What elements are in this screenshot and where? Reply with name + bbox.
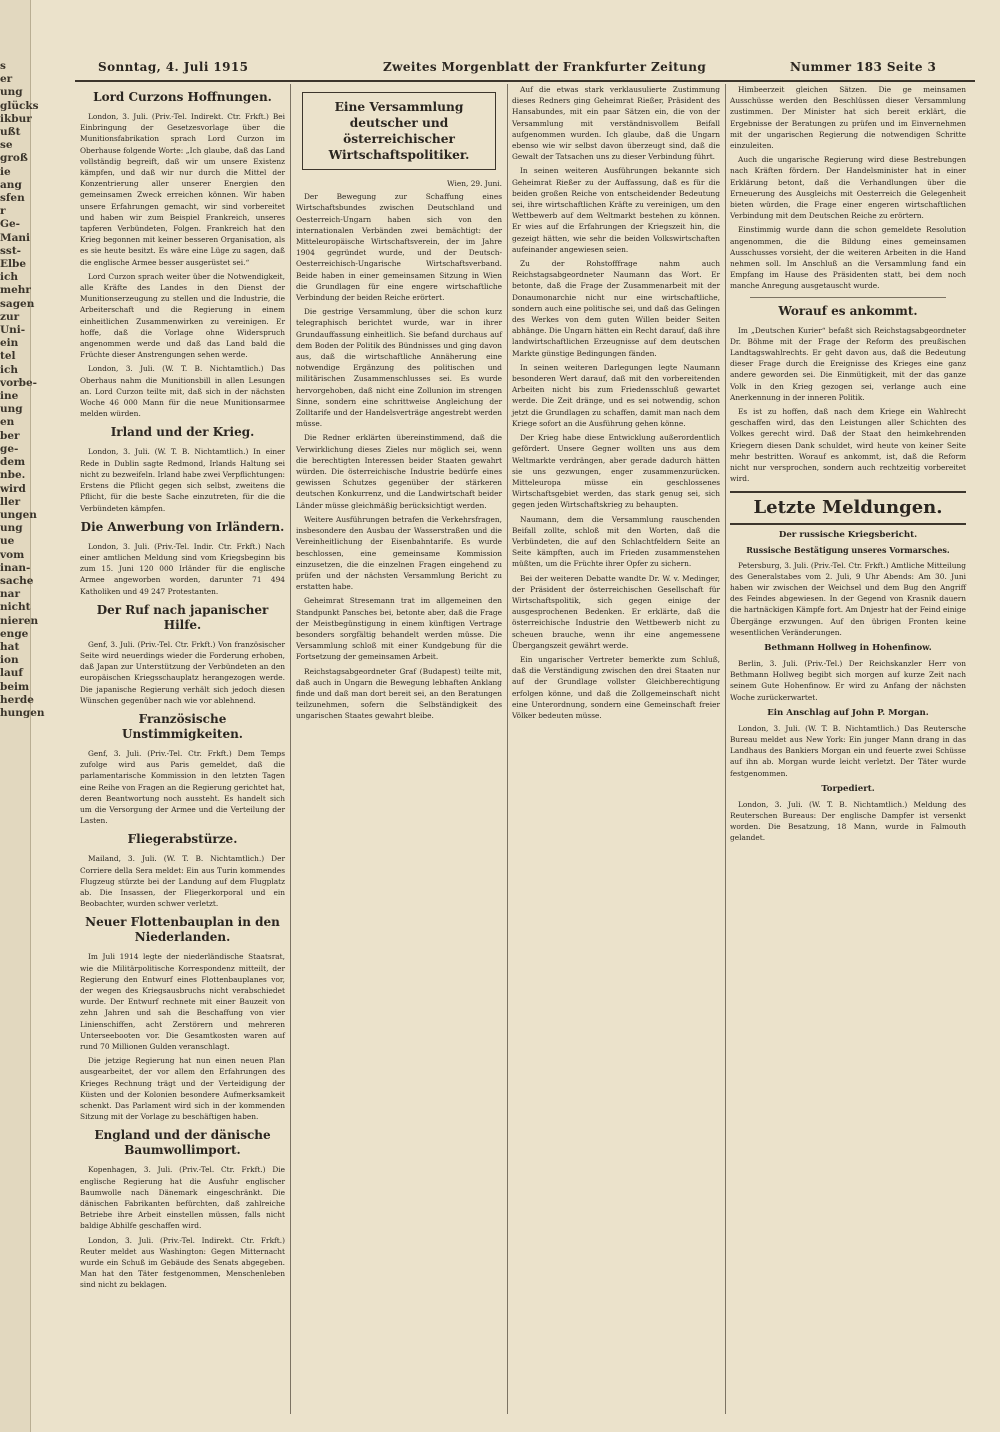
margin-fragment: r	[0, 205, 6, 218]
page-header	[78, 58, 978, 78]
headline-frankreich: Französische Unstimmigkeiten.	[122, 711, 243, 741]
margin-fragment: sache	[0, 574, 34, 587]
column-divider	[507, 84, 508, 1414]
margin-fragment: nicht	[0, 601, 31, 614]
article-paragraph: Genf, 3. Juli. (Priv.-Tel. Ctr. Frkft.) Dem Temps zufolge wird aus Paris gemeldet, daß die parlamentarische Kommission in den letzten Tagen eine Reihe von Fragen an die Regierung gerichtet hat, deren Beantwortung noch aussteht. Es handelt sich um die Versorgung der Armee und die Verteilung der Lasten.	[80, 748, 285, 826]
article-paragraph: Zu der Rohstofffrage nahm auch Reichstagsabgeordneter Naumann das Wort. Er betonte, daß die Frage der Zusammenarbeit mit der Donaumonarchie nicht nur eine wirtschaftliche, sondern auch eine politische sei, und daß das Gelingen des Werkes von dem guten Willen beider Seiten abhänge. Die Ungarn hätten ein Recht darauf, daß ihre landwirtschaftlichen Erzeugnisse auf dem deutschen Markte günstige Bedingungen fänden.	[512, 259, 720, 358]
article-paragraph: In seinen weiteren Ausführungen bekannte sich Geheimrat Rießer zu der Auffassung, daß es für die beiden großen Reiche von entscheidender Bedeutung sei, ihre wirtschaftlichen Kräfte zu vereinigen, um den Wettbewerb auf dem Weltmarkt bestehen zu können. Er wies auf die Erfahrungen der Kriegszeit hin, die gezeigt hätten, wie sehr die beiden Volkswirtschaften aufeinander angewiesen seien.	[512, 166, 720, 254]
article-paragraph: Berlin, 3. Juli. (Priv.-Tel.) Der Reichskanzler Herr von Bethmann Hollweg begibt sich morgen auf kurze Zeit nach seinem Gute Hohenfinow. Er wird zu Anfang der nächsten Woche zurückerwartet.	[730, 658, 966, 702]
article-paragraph: Ein ungarischer Vertreter bemerkte zum Schluß, daß die Verständigung zwischen den drei Staaten nur auf der Grundlage vollster Gleichberechtigung erfolgen könne, und daß die Zollgemeinschaft nicht eine Unterordnung, sondern eine Gemeinschaft freier Völker bedeuten müsse.	[512, 654, 720, 720]
headline-curzon: Lord Curzons Hoffnungen.	[93, 90, 272, 104]
margin-text-fragments	[0, 60, 45, 720]
margin-fragment: Uni-	[0, 324, 26, 337]
margin-fragment: nieren	[0, 614, 39, 627]
margin-fragment: Mani	[0, 231, 31, 244]
article-paragraph: Weitere Ausführungen betrafen die Verkehrsfragen, insbesondere den Ausbau der Wasserstraßen und die Vereinheitlichung der Eisenbahntarife. Es wurde beschlossen, eine gemeinsame Kommission einzusetzen, die die einzelnen Fragen eingehend zu prüfen und der nächsten Versammlung Bericht zu erstatten habe.	[296, 514, 502, 592]
article-paragraph: Bei der weiteren Debatte wandte Dr. W. v. Medinger, der Präsident der österreichischen Gesellschaft für Wirtschaftspolitik, sich gegen einige der ausgesprochenen Bedenken. Er erklärte, daß die österreichische Industrie den Wettbewerb nicht zu scheuen brauche, wenn ihr eine angemessene Übergangszeit gewährt werde.	[512, 573, 720, 650]
margin-fragment: ine	[0, 390, 19, 403]
article-paragraph: Der Bewegung zur Schaffung eines Wirtschaftsbundes zwischen Deutschland und Oesterreich-Ungarn haben sich von den internationalen Verbänden zwei bemächtigt: der Mitteleuropäische Wirtschaftsverein, der im Jahre 1904 gegründet wurde, und der Deutsch-Oesterreichisch-Ungarische Wirtschaftsverband. Beide haben in einer gemeinsamen Sitzung in Wien die Grundlagen für eine engere wirtschaftliche Verbindung der beiden Reiche erörtert.	[296, 192, 502, 303]
headline-versammlung: Eine Versammlung deutscher und österreichischer Wirtschaftspolitiker.	[302, 92, 496, 170]
subheadline-morgan: Ein Anschlag auf John P. Morgan.	[767, 707, 929, 718]
margin-fragment: ion	[0, 654, 19, 667]
margin-fragment: nar	[0, 588, 20, 601]
margin-fragment: ung	[0, 86, 23, 99]
article-paragraph: London, 3. Juli. (Priv.-Tel. Indir. Ctr. Frkft.) Nach einer amtlichen Meldung sind vom Kriegsbeginn bis zum 15. Juni 120 000 Irländer für die englische Armee angeworben worden, darunter 71 494 Katholiken und 49 247 Protestanten.	[80, 541, 285, 596]
article-paragraph: London, 3. Juli. (Priv.-Tel. Indirekt. Ctr. Frkft.) Reuter meldet aus Washington: Gegen Mitternacht wurde ein Schuß im Gebäude des Senats abgegeben. Man hat den Täter festgenommen, Menschenleben sind nicht zu beklagen.	[80, 1235, 285, 1290]
article-paragraph: London, 3. Juli. (W. T. B. Nichtamtlich.) Das Reutersche Bureau meldet aus New York: Ein junger Mann drang in das Landhaus des Bankiers Morgan ein und feuerte zwei Schüsse auf ihn ab. Morgan wurde leicht verletzt. Der Täter wurde festgenommen.	[730, 723, 966, 778]
margin-fragment: vorbe-	[0, 376, 38, 389]
article-paragraph: Lord Curzon sprach weiter über die Notwendigkeit, alle Kräfte des Landes in den Dienst der Munitionserzeugung zu stellen und die Industrie, die Arbeiterschaft und die Regierung in einem einheitlichen Zusammenwirken zu vereinigen. Er hoffe, daß die Vorlage ohne Widerspruch angenommen werde und daß das Land bald die Früchte dieser Anstrengungen sehen werde.	[80, 271, 285, 360]
article-paragraph: Die gestrige Versammlung, über die schon kurz telegraphisch berichtet wurde, war in ihrer Grundauffassung einheitlich. Sie befand durchaus auf dem Boden der Politik des Bündnisses und ging davon aus, daß die wirtschaftliche Annäherung eine notwendige Ergänzung des politischen und militärischen Zusammenschlusses sei. Es wurde hervorgehoben, daß nicht eine Zollunion im strengen Sinne, sondern eine schrittweise Angleichung der Zolltarife und der Handelsverträge angestrebt werden müsse.	[296, 307, 502, 429]
column-3	[512, 84, 720, 1422]
article-paragraph: London, 3. Juli. (W. T. B. Nichtamtlich.) Das Oberhaus nahm die Munitionsbill in allen Lesungen an. Lord Curzon teilte mit, daß sich in der nächsten Woche 46 000 Mann für die neue Munitionsarmee melden würden.	[80, 364, 285, 419]
subheadline-bestaetigung: Russische Bestätigung unseres Vormarsches.	[746, 544, 950, 555]
previous-page-margin	[0, 0, 45, 1432]
margin-fragment: ller	[0, 495, 21, 508]
margin-fragment: beim	[0, 680, 30, 693]
margin-fragment: sfen	[0, 192, 25, 205]
headline-flottenbau: Neuer Flottenbauplan in den Niederlanden.	[85, 915, 280, 945]
margin-fragment: mehr	[0, 284, 31, 297]
margin-fragment: en	[0, 416, 15, 429]
margin-fragment: vom	[0, 548, 25, 561]
article-paragraph: Es ist zu hoffen, daß nach dem Kriege ein Wahlrecht geschaffen wird, das den Leistungen aller Schichten des Volkes gerecht wird. Daß der Staat den heimkehrenden Kriegern diesen Dank schuldet, wird heute von keiner Seite mehr bestritten. Worauf es ankommt, ist, daß die Reform nicht nur versprochen, sondern auch rechtzeitig vorbereitet wird.	[730, 407, 966, 484]
article-paragraph: Einstimmig wurde dann die schon gemeldete Resolution angenommen, die die Bildung eines gemeinsamen Ausschusses vorsieht, der die weiteren Arbeiten in die Hand nehmen soll. Im Anschluß an die Versammlung fand ein Empfang im Hause des Präsidenten statt, bei dem noch manche Anregung ausgetauscht wurde.	[730, 225, 966, 291]
margin-fragment: hat	[0, 640, 20, 653]
headline-worauf: Worauf es ankommt.	[778, 303, 918, 318]
headline-irland: Irland und der Krieg.	[110, 425, 255, 440]
subheadline-torpediert: Torpediert.	[821, 783, 875, 794]
margin-fragment: herde	[0, 693, 34, 706]
article-paragraph: London, 3. Juli. (W. T. B. Nichtamtlich.) Meldung des Reuterschen Bureaus: Der englische Dampfer ist versenkt worden. Die Besatzung, 18 Mann, wurde in Falmouth gelandet.	[730, 799, 966, 843]
article-paragraph: Im Juli 1914 legte der niederländische Staatsrat, wie die Militärpolitische Korrespondenz mitteilt, der Regierung den Entwurf eines Flottenbauplanes vor, der wegen des Kriegsausbruchs nicht verabschiedet wurde. Der Entwurf rechnete mit einer Bauzeit von zehn Jahren und sah die Beschaffung von vier Linienschiffen, acht Zerstörern und mehreren Unterseebooten vor. Die Gesamtkosten waren auf rund 70 Millionen Gulden veranschlagt.	[80, 952, 285, 1051]
article-dateline: Wien, 29. Juni.	[447, 179, 502, 188]
subheadline-kriegsbericht: Der russische Kriegsbericht.	[778, 529, 918, 540]
subheadline-bethmann: Bethmann Hollweg in Hohenfinow.	[764, 642, 932, 653]
issue-number: Nummer 183 Seite 3	[790, 60, 937, 74]
article-paragraph: Genf, 3. Juli. (Priv.-Tel. Ctr. Frkft.) Von französischer Seite wird neuerdings wieder die Forderung erhoben, daß Japan zur Unterstützung der Verbündeten an den europäischen Kriegsschauplatz herangezogen werde. Die japanische Regierung verhält sich jedoch diesen Wünschen gegenüber nach wie vor ablehnend.	[80, 639, 285, 705]
headline-letzte-meldungen: Letzte Meldungen.	[730, 491, 966, 525]
column-4	[730, 84, 966, 1422]
headline-flieger: Fliegerabstürze.	[127, 832, 238, 847]
margin-fragment: s	[0, 60, 6, 72]
headline-japan: Der Ruf nach japanischer Hilfe.	[96, 602, 269, 632]
margin-fragment: ber	[0, 429, 20, 442]
margin-fragment: wird	[0, 482, 26, 495]
margin-fragment: sagen	[0, 297, 35, 310]
margin-fragment: ung	[0, 403, 23, 416]
article-paragraph: In seinen weiteren Darlegungen legte Naumann besonderen Wert darauf, daß mit den vorbereitenden Arbeiten nicht bis zum Friedensschluß gewartet werde. Die Zeit dränge, und es sei notwendig, schon jetzt die Grundlagen zu schaffen, damit man nach dem Kriege sofort an die Ausführung gehen könne.	[512, 362, 720, 428]
article-paragraph: Im „Deutschen Kurier“ befaßt sich Reichstagsabgeordneter Dr. Böhme mit der Frage der Reform des preußischen Landtagswahlrechts. Er geht davon aus, daß die Bedeutung dieser Frage durch die Ereignisse des Krieges eine ganz andere geworden sei. Die Einmütigkeit, mit der das ganze Volk in den Krieg gezogen sei, verlange auch eine Anerkennung in der inneren Politik.	[730, 325, 966, 402]
article-paragraph: Mailand, 3. Juli. (W. T. B. Nichtamtlich.) Der Corriere della Sera meldet: Ein aus Turin kommendes Flugzeug stürzte bei der Landung auf dem Flugplatz ab. Die Insassen, der Fliegerkorporal und ein Beobachter, wurden schwer verletzt.	[80, 854, 285, 909]
article-paragraph: Petersburg, 3. Juli. (Priv.-Tel. Ctr. Frkft.) Amtliche Mitteilung des Generalstabes vom 2. Juli, 9 Uhr Abends: Am 30. Juni haben wir zwischen der Weichsel und dem Bug den Angriff des Feindes abgewiesen. In der Gegend von Krasnik dauern die hartnäckigen Kämpfe fort. Am Dnjestr hat der Feind einige Übergänge erzwungen. Auf den übrigen Fronten keine wesentlichen Veränderungen.	[730, 560, 966, 637]
margin-fragment: ang	[0, 178, 22, 191]
margin-fragment: Ge-	[0, 218, 21, 231]
margin-fragment: ung	[0, 522, 23, 535]
margin-fragment: enge	[0, 627, 29, 640]
section-divider	[750, 297, 946, 298]
headline-baumwolle: England und der dänische Baumwollimport.	[94, 1128, 271, 1158]
margin-fragment: se	[0, 139, 13, 152]
column-2	[296, 84, 502, 1422]
margin-fragment: ie	[0, 165, 11, 178]
article-paragraph: London, 3. Juli. (W. T. B. Nichtamtlich.) In einer Rede in Dublin sagte Redmond, Irlands Haltung sei nicht zu bezweifeln. Irland habe zwei Verpflichtungen: Erstens die Pflicht gegen sich selbst, zweitens die Pflicht, für die beste Sache einzutreten, für die die Verbündeten kämpfen.	[80, 447, 285, 513]
header-rule	[75, 80, 975, 82]
margin-fragment: dem	[0, 456, 26, 469]
margin-fragment: glücks	[0, 99, 39, 112]
article-paragraph: Naumann, dem die Versammlung rauschenden Beifall zollte, schloß mit den Worten, daß die Verbündeten, die auf den Schlachtfeldern Seite an Seite kämpften, auch im Frieden zusammenstehen müßten, um die Früchte ihrer Opfer zu sichern.	[512, 514, 720, 569]
margin-fragment: tel	[0, 350, 16, 363]
margin-fragment: ge-	[0, 442, 19, 455]
margin-fragment: ich	[0, 363, 19, 376]
newspaper-title: Zweites Morgenblatt der Frankfurter Zeitung	[383, 60, 707, 74]
article-paragraph: Himbeerzeit gleichen Sätzen. Die ge meinsamen Ausschüsse werden den Beschlüssen dieser Versammlung zustimmen. Der Minister hat sich bereit erklärt, die Ergebnisse der Beratungen zu prüfen und im Einvernehmen mit der ungarischen Regierung die notwendigen Schritte einzuleiten.	[730, 85, 966, 151]
article-paragraph: Reichstagsabgeordneter Graf (Budapest) teilte mit, daß auch in Ungarn die Bewegung lebhaften Anklang finde und daß man dort bereit sei, an den Beratungen teilzunehmen, sofern die Selbständigkeit des ungarischen Staates gewahrt bleibe.	[296, 666, 502, 721]
margin-fragment: ußt	[0, 126, 21, 139]
margin-fragment: nbe.	[0, 469, 26, 482]
article-paragraph: London, 3. Juli. (Priv.-Tel. Indirekt. Ctr. Frkft.) Bei Einbringung der Gesetzesvorlage über die Munitionsfabrikation sprach Lord Curzon im Oberhause folgende Worte: „Ich glaube, daß das Land vollständig begreift, daß wir um unsere Existenz kämpfen, und daß wir nur durch die Mittel der Konzentrierung aller unserer Energien den gemeinsamen Zweck erreichen können. Wir haben unsere Erfahrungen gemacht, wir sind vorbereitet und haben wir zum Beispiel Frankreich, unseres tapferen Verbündeten, Folgen. Frankreich hat den Krieg begonnen mit keiner besseren Organisation, als es sie heute besitzt. Es wäre eine Lüge zu sagen, daß die englische Armee besser ausgerüstet sei.“	[80, 112, 285, 267]
margin-fragment: ue	[0, 535, 15, 548]
margin-fragment: sst-	[0, 244, 22, 257]
margin-fragment: ein	[0, 337, 19, 350]
margin-fragment: ich	[0, 271, 19, 284]
column-divider	[290, 84, 291, 1414]
article-paragraph: Auch die ungarische Regierung wird diese Bestrebungen nach Kräften fördern. Der Handelsminister hat in einer Erklärung betont, daß die Verhandlungen über die Erneuerung des Ausgleichs mit Oesterreich die Gelegenheit bieten würden, die Frage einer engeren wirtschaftlichen Verbindung mit dem Deutschen Reiche zu erörtern.	[730, 155, 966, 221]
margin-fragment: ungen	[0, 508, 37, 521]
margin-fragment: inan-	[0, 561, 31, 574]
margin-fragment: hungen	[0, 706, 45, 719]
margin-fragment: groß	[0, 152, 28, 165]
article-paragraph: Geheimrat Stresemann trat im allgemeinen den Standpunkt Pansches bei, betonte aber, daß die Frage der Meistbegünstigung in einem künftigen Vertrage besonders sorgfältig behandelt werden müsse. Die Versammlung schloß mit einer Kundgebung für die Fortsetzung der gemeinsamen Arbeit.	[296, 596, 502, 662]
margin-fragment: zur	[0, 310, 20, 323]
margin-fragment: er	[0, 73, 13, 86]
margin-fragment: lauf	[0, 667, 23, 680]
article-paragraph: Die Redner erklärten übereinstimmend, daß die Verwirklichung dieses Zieles nur möglich sei, wenn die berechtigten Interessen beider Staaten gewahrt würden. Die österreichische Industrie bedürfe eines gewissen Schutzes gegenüber der stärkeren deutschen Konkurrenz, und die Landwirtschaft beider Länder müsse gleichmäßig berücksichtigt werden.	[296, 433, 502, 510]
issue-date: Sonntag, 4. Juli 1915	[98, 60, 249, 74]
margin-fragment: Elbe	[0, 258, 27, 271]
column-divider	[725, 84, 726, 1414]
column-1	[80, 84, 285, 1422]
article-paragraph: Kopenhagen, 3. Juli. (Priv.-Tel. Ctr. Frkft.) Die englische Regierung hat die Ausfuhr englischer Baumwolle nach Dänemark eingeschränkt. Die dänischen Fabrikanten befürchten, daß zahlreiche Betriebe ihre Arbeit einstellen müssen, falls nicht baldige Abhilfe geschaffen wird.	[80, 1165, 285, 1231]
headline-anwerbung: Die Anwerbung von Irländern.	[80, 519, 285, 534]
article-paragraph: Der Krieg habe diese Entwicklung außerordentlich gefördert. Unsere Gegner wollten uns aus dem Weltmarkte verdrängen, aber gerade dadurch hätten sie uns gezwungen, enger zusammenzurücken. Mitteleuropa müsse ein geschlossenes Wirtschaftsgebiet werden, das stark genug sei, sich gegen jeden Wirtschaftskrieg zu behaupten.	[512, 433, 720, 510]
article-paragraph: Die jetzige Regierung hat nun einen neuen Plan ausgearbeitet, der vor allem den Erfahrungen des Krieges Rechnung trägt und der Verteidigung der Küsten und der Kolonien besondere Aufmerksamkeit schenkt. Das Parlament wird sich in der kommenden Sitzung mit der Vorlage zu beschäftigen haben.	[80, 1056, 285, 1122]
margin-fragment: ikbur	[0, 112, 32, 125]
article-paragraph: Auf die etwas stark verklausulierte Zustimmung dieses Redners ging Geheimrat Rießer, Präsident des Hansabundes, mit ein paar Sätzen ein, die von der Versammlung mit verständnisvollem Beifall aufgenommen wurden. Ich glaube, daß die Ungarn ebenso wie wir selbst davon überzeugt sind, daß die Gewalt der Tatsachen uns zu dieser Verbindung führt.	[512, 85, 720, 162]
